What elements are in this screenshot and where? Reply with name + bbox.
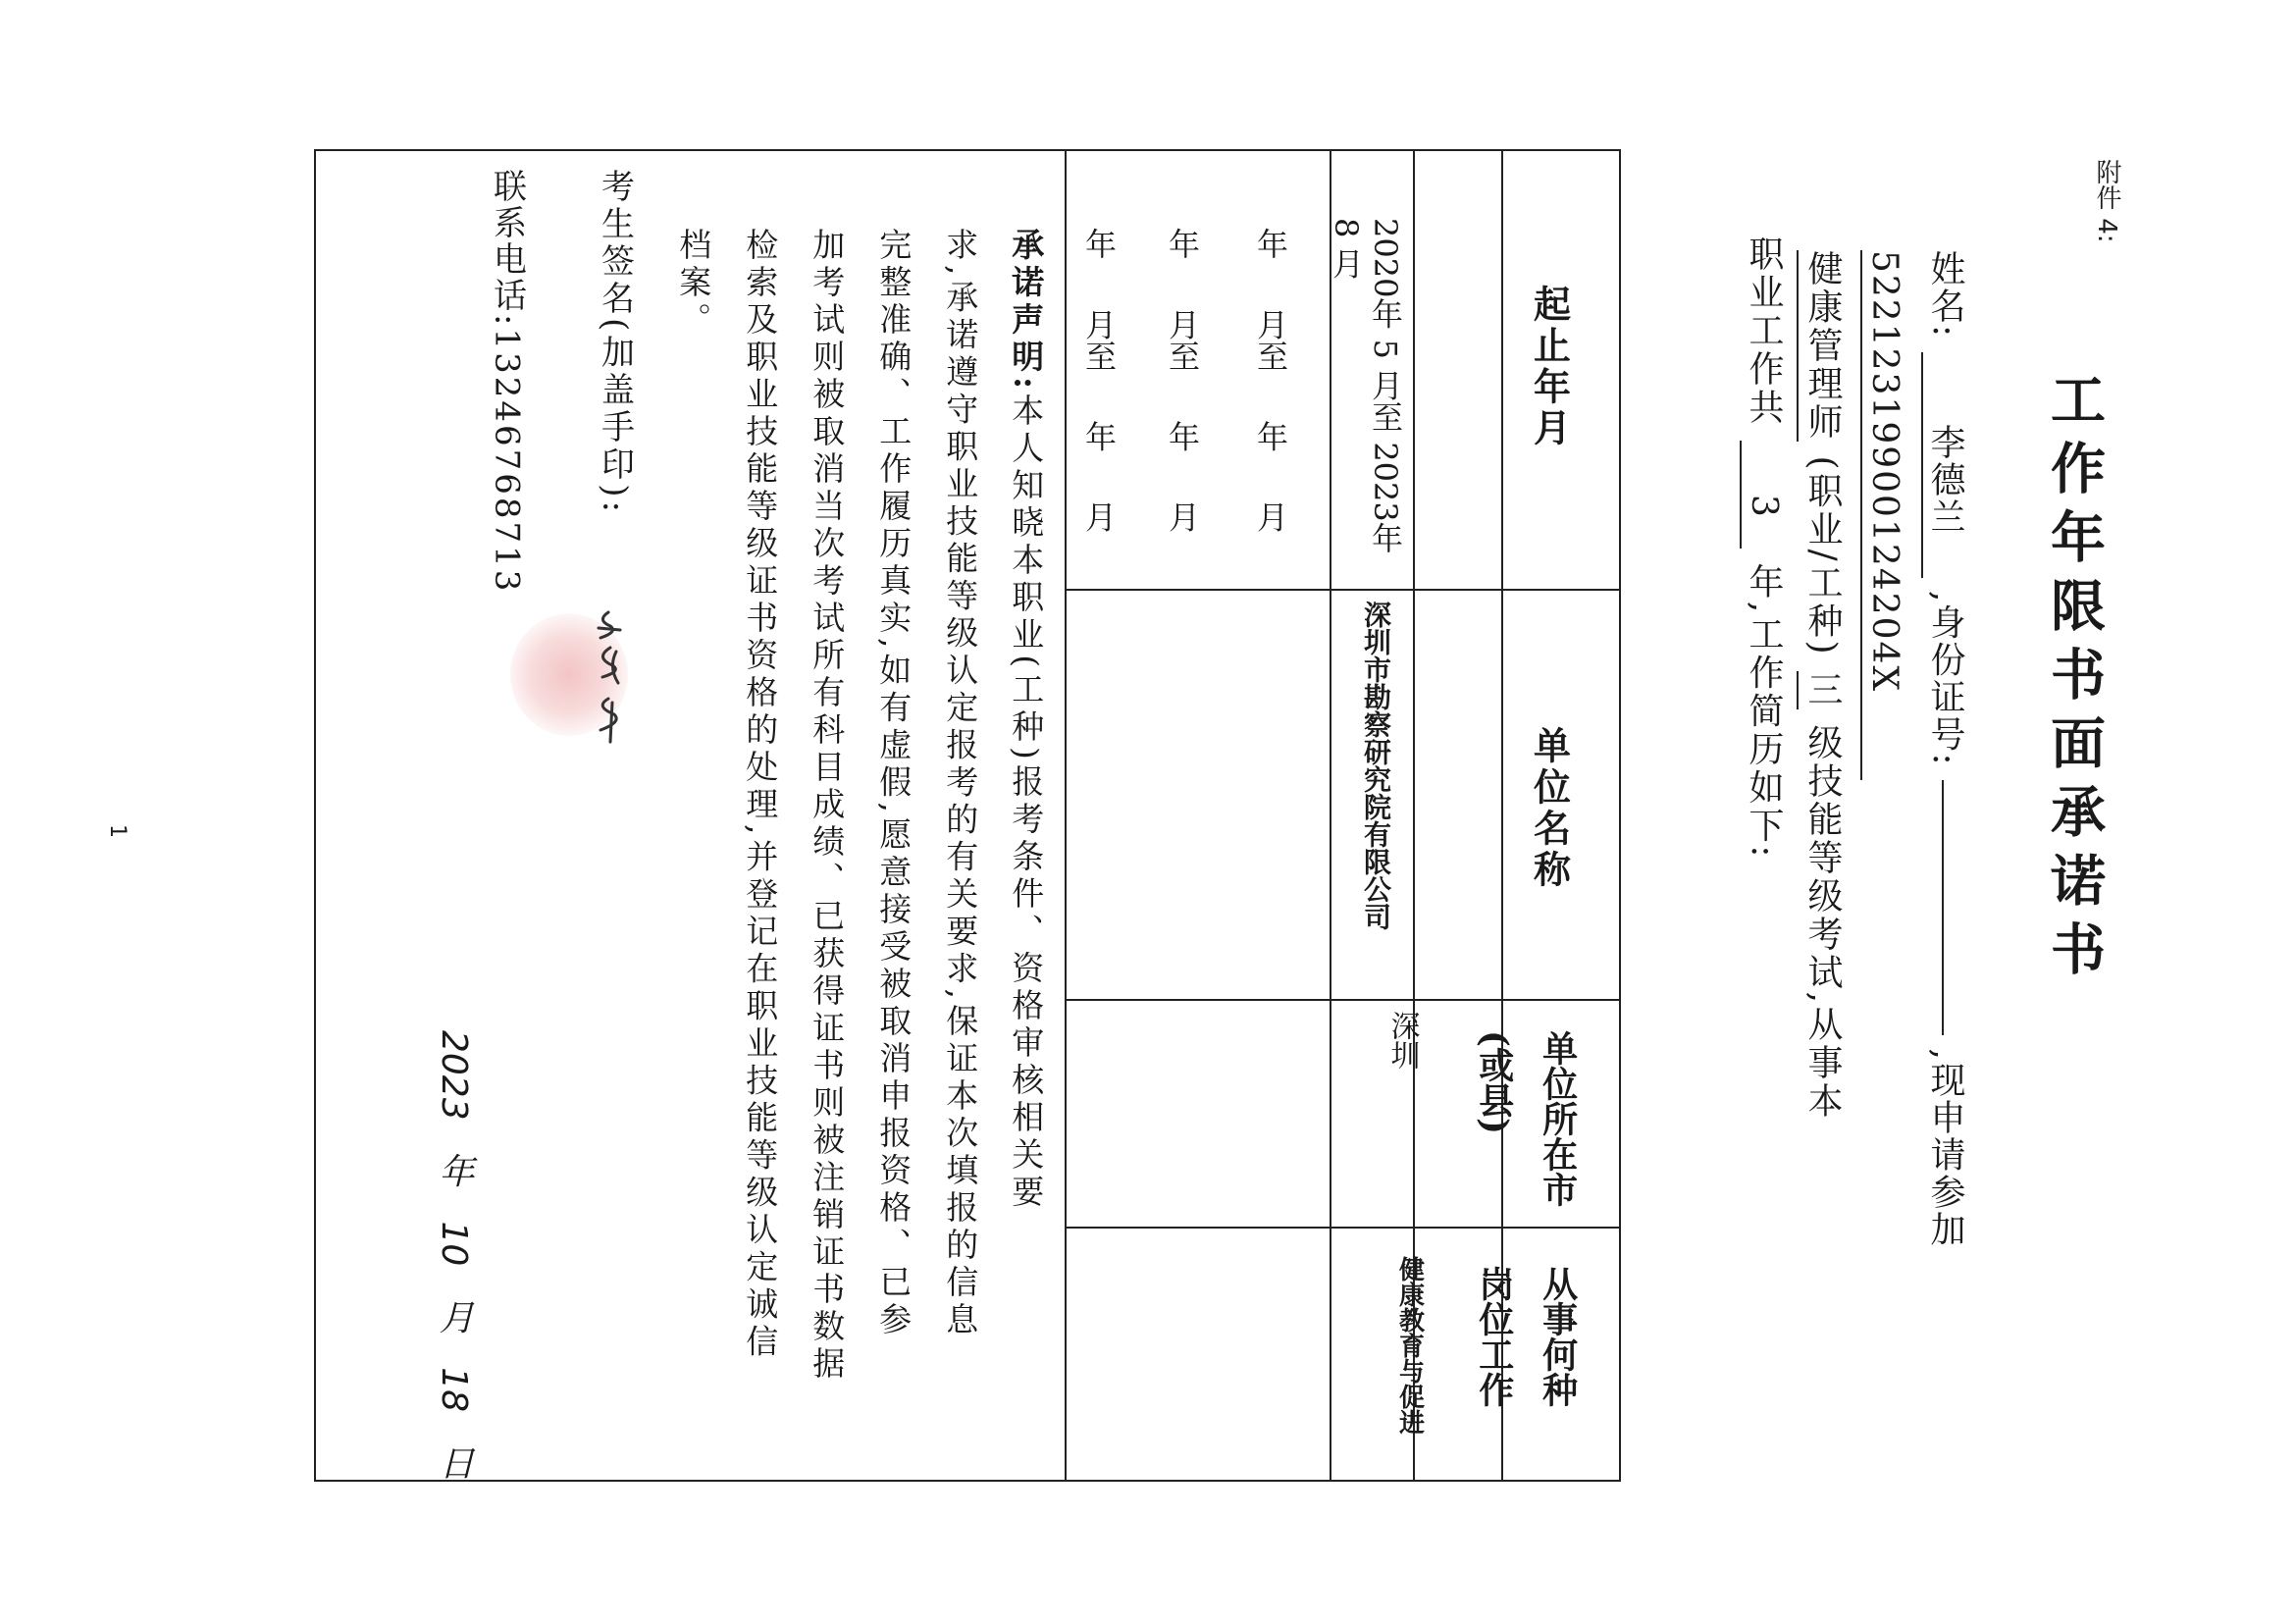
phone-line	[486, 169, 528, 594]
level-value: 三	[1797, 671, 1843, 709]
level-suffix: 级技能等级考试,从事本	[1802, 723, 1843, 1122]
name-value: 李德兰	[1921, 352, 1962, 578]
declaration-line-6: 档案。	[674, 228, 713, 340]
handwritten-signature	[589, 608, 628, 746]
signature-label: 考生签名(加盖手印):	[595, 169, 635, 516]
id-field	[1942, 780, 1948, 1035]
date: 2023 年 10 月 18 日	[434, 1030, 474, 1481]
phone-label: 联系电话:	[487, 169, 527, 329]
years-prefix: 职业工作共	[1744, 236, 1784, 427]
intro-line-1	[1921, 250, 1965, 1248]
attachment-label: 附件 4:	[2092, 159, 2121, 243]
years-value: 3	[1740, 441, 1781, 549]
occupation-value: 健康管理师	[1797, 250, 1843, 442]
row4-period: 年 月至 年 月	[1080, 228, 1118, 533]
occupation-suffix: (职业/工种)	[1802, 455, 1843, 657]
row1-period: 2020年 5 月至 2023年 8 月	[1328, 218, 1404, 553]
intro-line-3	[1802, 250, 1843, 1122]
id-value: 52212319900124204X	[1860, 250, 1902, 780]
declaration-line-5: 检索及职业技能等级证书资格的处理,并登记在职业技能等级认定诚信	[741, 228, 780, 1362]
row2-period: 年 月至 年 月	[1252, 228, 1289, 533]
row1-unit: 深圳市勘察研究院有限公司	[1360, 601, 1392, 930]
id-label: ,身份证号:	[1925, 591, 1965, 767]
declaration-line-2: 求,承诺遵守职业技能等级认定报考的有关要求,保证本次填报的信息	[941, 228, 980, 1339]
declaration-line-4: 加考试则被取消当次考试所有科目成绩、已获得证书则被注销证书数据	[808, 228, 847, 1384]
row1-city: 深圳	[1384, 1011, 1420, 1070]
row1-job: 健康教育与促进	[1394, 1256, 1425, 1435]
intro-line-4	[1740, 236, 1784, 861]
header-city: 单位所在市 (或县)	[1473, 1030, 1579, 1207]
header-unit: 单位名称	[1527, 726, 1572, 891]
years-suffix: 年,工作简历如下:	[1744, 562, 1784, 861]
declaration-line-1: 承诺声明:本人知晓本职业(工种)报考条件、资格审核相关要	[1007, 228, 1046, 1212]
header-period: 起止年月	[1527, 285, 1572, 449]
page-title: 工作年限书面承诺书	[2042, 371, 2107, 989]
declaration-line-3: 完整准确、工作履历真实,如有虚假,愿意接受被取消申报资格、已参	[874, 228, 913, 1339]
phone-value: 13246768713	[487, 328, 527, 595]
name-label: 姓名:	[1925, 250, 1965, 340]
declaration-heading: 承诺声明:	[1007, 228, 1046, 394]
apply-text: ,现申请参加	[1925, 1048, 1965, 1248]
intro-line-2	[1860, 250, 1905, 780]
page-number: 1	[105, 824, 130, 838]
header-job: 从事何种 岗位工作	[1473, 1266, 1579, 1407]
row3-period: 年 月至 年 月	[1164, 228, 1201, 533]
